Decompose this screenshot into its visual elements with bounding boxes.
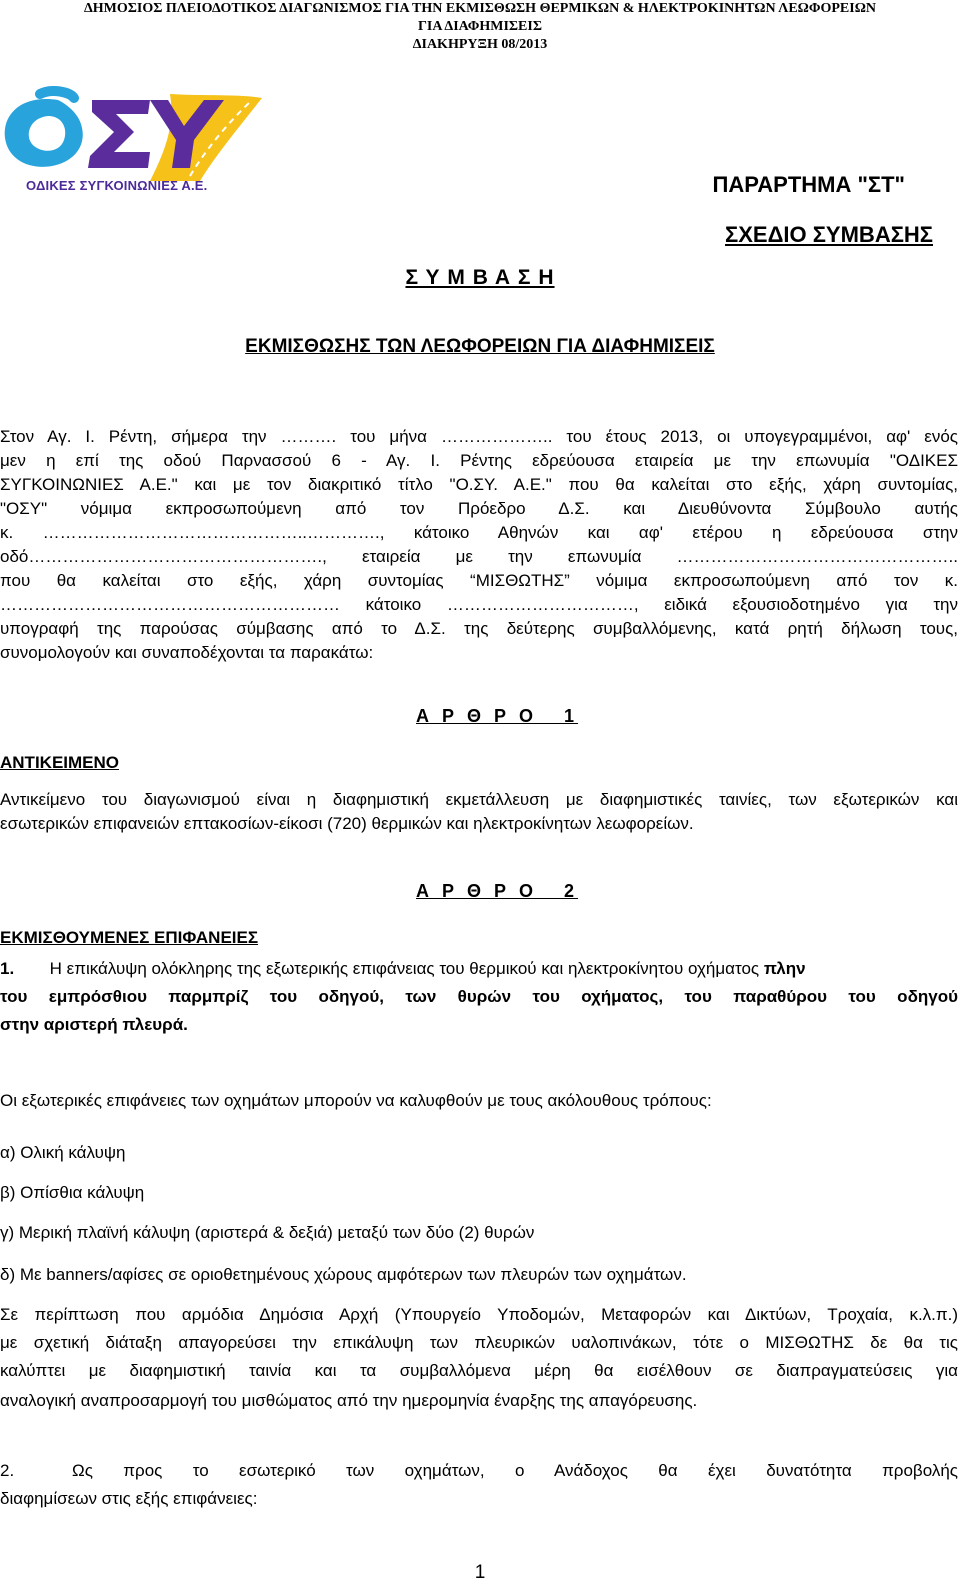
item-1-text: Η επικάλυψη ολόκληρης της εξωτερικής επιφάνειας του θερμικού και ηλεκτροκίνητου οχήματος [49,959,760,978]
article-1-line: Αντικείμενο του διαγωνισμού είναι η διαφημιστική εκμετάλλευση με διαφημιστικές ταινίες, των εξωτερικών και [0,790,958,809]
ban-line: αναλογική αναπροσαρμογή του μισθώματος από την ημερομηνία έναρξης της απαγόρευσης. [0,1391,698,1410]
article-2-heading: ΕΚΜΙΣΘΟΥΜΕΝΕΣ ΕΠΙΦΑΝΕΙΕΣ [0,928,259,947]
intro-line: μεν η επί της οδού Παρνασσού 6 - Αγ. Ι. Ρέντης εδρεύουσα εταιρεία με την επωνυμία "ΟΔΙΚΕΣ [0,451,958,470]
item-1-line [0,958,958,980]
header-line-3: ΔΙΑΚΗΡΥΞΗ 08/2013 [412,37,548,52]
item-1-bold-c: στην αριστερή πλευρά. [0,1015,188,1034]
logo-letter-sigma [88,100,150,168]
annex-subtitle: ΣΧΕΔΙΟ ΣΥΜΒΑΣΗΣ [725,222,933,247]
article-2-label: Α Ρ Θ Ρ Ο 2 [416,881,579,901]
item-2-line-2: διαφημίσεων στις εξής επιφάνειες: [0,1489,258,1508]
ban-line: με σχετική διάταξη απαγορεύσει την επικάλυψη των πλευρικών υαλοπινάκων, τότε ο ΜΙΣΘΩΤΗΣ δε θα τις [0,1333,958,1352]
ban-line: καλύπτει με διαφημιστική ταινία και τα συμβαλλόμενα μέρη θα εισέλθουν σε διαπραγματεύσεις για [0,1361,958,1380]
option-item: δ) Με banners/αφίσες σε οριοθετημένους χώρους αμφότερων των πλευρών των οχημάτων. [0,1265,687,1284]
intro-line: συνομολογούν και συναποδέχονται τα παρακάτω: [0,643,374,662]
annex-title: ΠΑΡΑΡΤΗΜΑ "ΣΤ" [712,172,905,197]
item-2-text: Ως προς το εσωτερικό των οχημάτων, ο Ανάδοχος θα έχει δυνατότητα προβολής [72,1461,958,1480]
item-1-bold-a: πλην [763,959,806,978]
logo-letter-o [5,99,83,167]
ban-line: Σε περίπτωση που αρμόδια Δημόσια Αρχή (Υπουργείο Υποδομών, Μεταφορών και Δικτύων, Τροχαία, κ.λ.π.) [0,1305,958,1324]
intro-line: "ΟΣΥ" νόμιμα εκπροσωπούμενη από τον Πρόεδρο Δ.Σ. και Διευθύνοντα Σύμβουλο αυτής [0,499,958,518]
article-1-heading: ΑΝΤΙΚΕΙΜΕΝΟ [0,753,119,772]
intro-line: υπογραφή της παρούσας σύμβασης από το Δ.Σ. της δεύτερης συμβαλλόμενης, κατά ρητή δήλωση τους, [0,619,958,638]
item-2-line [0,1460,958,1482]
contract-subtitle: ΕΚΜΙΣΘΩΣΗΣ ΤΩΝ ΛΕΩΦΟΡΕΙΩΝ ΓΙΑ ΔΙΑΦΗΜΙΣΕΙΣ [245,336,715,357]
header-line-2: ΓΙΑ ΔΙΑΦΗΜΙΣΕΙΣ [418,19,542,34]
article-1-line: εσωτερικών επιφανειών επτακοσίων-είκοσι (720) θερμικών και ηλεκτροκίνητων λεωφορείων. [0,814,694,833]
header-line-1: ΔΗΜΟΣΙΟΣ ΠΛΕΙΟΔΟΤΙΚΟΣ ΔΙΑΓΩΝΙΣΜΟΣ ΓΙΑ ΤΗΝ ΕΚΜΙΣΘΩΣΗ ΘΕΡΜΙΚΩΝ & ΗΛΕΚΤΡΟΚΙΝΗΤΩΝ ΛΕΩΦΟΡΕΙΩΝ [83,1,877,16]
article-1-label: Α Ρ Θ Ρ Ο 1 [416,706,579,726]
option-item: γ) Μερική πλαϊνή κάλυψη (αριστερά & δεξιά) μεταξύ των δύο (2) θυρών [0,1223,535,1242]
intro-line: κ. ………………………………………..…………., κάτοικο Αθηνών και αφ' ετέρου η εδρεύουσα στην [0,523,958,542]
intro-line: …………………………………………………… κάτοικο ……………………………, ειδικά εξουσιοδοτημένο για την [0,595,958,614]
intro-line: οδό……………………………………………., εταιρεία με την επωνυμία ………………………………………….. [0,547,958,566]
page-number: 1 [474,1562,486,1583]
contract-title: Σ Υ Μ Β Α Σ Η [405,266,555,289]
logo-caption: ΟΔΙΚΕΣ ΣΥΓΚΟΙΝΩΝΙΕΣ Α.Ε. [26,178,208,193]
intro-line: που θα καλείται στο εξής, χάρη συντομίας “ΜΙΣΘΩΤΗΣ” νόμιμα εκπροσωπούμενη από τον κ. [0,571,958,590]
option-item: β) Οπίσθια κάλυψη [0,1183,145,1202]
item-1-bold-b: του εμπρόσθιου παρμπρίζ του οδηγού, των θυρών του οχήματος, του παραθύρου του οδηγού [0,987,958,1006]
item-1-number: 1. [0,959,15,978]
external-intro: Οι εξωτερικές επιφάνειες των οχημάτων μπορούν να καλυφθούν με τους ακόλουθους τρόπους: [0,1091,712,1110]
intro-line: ΣΥΓΚΟΙΝΩΝΙΕΣ Α.Ε." και με τον διακριτικό τίτλο "Ο.ΣΥ. Α.Ε." που θα καλείται στο εξής, χάρη συντομίας, [0,475,958,494]
option-item: α) Ολική κάλυψη [0,1143,126,1162]
item-2-number: 2. [0,1461,15,1480]
intro-line: Στον Αγ. Ι. Ρέντη, σήμερα την ………. του μήνα ……………….. του έτους 2013, οι υπογεγραμμένοι, αφ' ενός [0,427,958,446]
